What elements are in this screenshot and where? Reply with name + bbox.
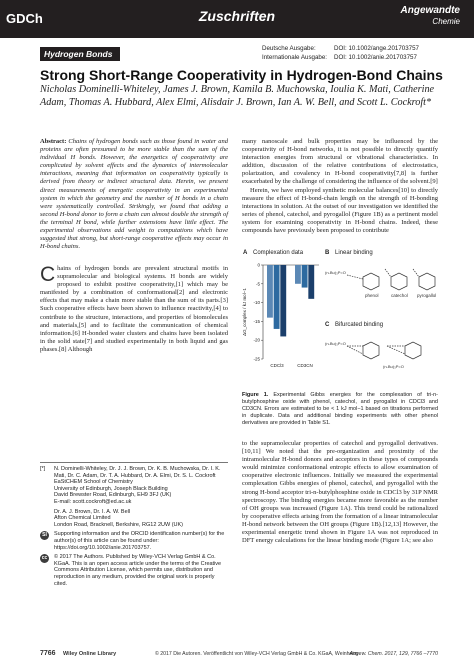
x-tick-label: CDCl3 xyxy=(270,363,284,368)
figure-caption xyxy=(242,392,438,427)
body-paragraph: hains of hydrogen bonds are prevalent structural motifs in supramolecular and biological systems. H bonds are widely proposed to exhibit positive cooperativity,[1] which may be manifested by a combination of conformational[2] and electronic effects that may make a chain more stable than the sum of its parts.[3] Such cooperative effects have been shown to influence reactivity,[4] to contribute to the structure, interactions, and properties of biomolecules and materials,[5] and to facilitate the communication of chemical information.[6] H-bonded water clusters and chains have been isolated in the solid state[7] and studied experimentally in both liquid and gas phases.[8] Although xyxy=(40,265,228,353)
bifurcated-binding-structures xyxy=(325,332,439,382)
drop-cap: C xyxy=(40,263,56,286)
supporting-info-text[interactable]: Supporting information and the ORCID identification number(s) for the author(s) of this article can be found under: https://doi.org/10.1002/anie.201703757. xyxy=(54,531,225,551)
affiliation-line: University of Edinburgh, Joseph Black Building xyxy=(54,485,168,492)
x-tick-label: CD3CN xyxy=(297,363,313,368)
caption-label: Figure 1. xyxy=(242,392,269,398)
email-link[interactable]: E-mail: scott.cockroft@ed.ac.uk xyxy=(54,498,132,505)
section-tag: Hydrogen Bonds xyxy=(40,47,120,61)
affiliation-line: N. Dominelli-Whiteley, Dr. J. J. Brown, Dr. K. B. Muchowska, Dr. I. K. Mati, Dr. C. Adam, Dr. T. A. Hubbard, Dr. A. Elmi, Dr. S. L. Cockroft xyxy=(54,466,221,479)
bar xyxy=(302,265,308,288)
hbond-line xyxy=(385,269,391,277)
label-pyrogallol: pyrogallol xyxy=(417,293,437,298)
bar xyxy=(267,265,273,318)
angewandte-logo-line1: Angewandte xyxy=(400,5,460,16)
hbond-line xyxy=(413,269,419,277)
body-paragraph: many nanoscale and bulk properties may be influenced by the cooperativity of H-bond networks, it is not possible to directly quantify interaction energies from structural or vibrational characteristics. In addition, discussion of the relative contributions of electrostatics, polarization, and covalency in H-bond cooperativity[7,8] is further exacerbated by the challenge of considering the influence of the solvent.[9] xyxy=(242,138,438,186)
international-doi[interactable]: DOI: 10.1002/anie.201703757 xyxy=(334,53,417,61)
hbond-line xyxy=(347,346,363,354)
catechol-ring xyxy=(391,273,407,290)
license-text: © 2017 The Authors. Published by Wiley-VCH Verlag GmbH & Co. KGaA. This is an open access article under the terms of the Creative Commons Attribution License, which permits use, distribution and reproduction in any medium, provided the original work is properly cited. xyxy=(54,554,222,587)
y-tick-label: -5 xyxy=(255,281,260,287)
article-title: Strong Short-Range Cooperativity in Hydrogen-Bond Chains xyxy=(40,67,443,83)
body-paragraph: to the supramolecular properties of catechol and pyrogallol derivatives.[10,11] We noted that the pre-organization and proximity of the intramolecular H-bond donors and acceptors in these types of compounds would minimize conformational entropic effects to allow examination of cooperative electronic influences. Initially we measured the experimental complexation Gibbs energies of phenol, catechol, and pyrogallol with the strong H-bond acceptor tri-n-butylphosphine oxide in CDCl3 by 31P NMR spectroscopy. The binding energies became more favorable as the number of OH groups was increased (Figure 1A). This trend could be rationalized by cooperative effects arising from the formation of a linear intramolecular H-bond network between the OH groups (Figure 1B).[12,13] However, the experimental energetic trend shown in Figure 1A was not reproduced in DFT energy calculations for the linear binding mode (Figure 1A; see also xyxy=(242,440,438,545)
wiley-online-library-link[interactable]: Wiley Online Library xyxy=(63,651,117,657)
supporting-info-note xyxy=(40,531,228,551)
german-doi[interactable]: DOI: 10.1002/ange.201703757 xyxy=(334,45,419,52)
hbond-line xyxy=(387,346,405,354)
international-edition-label: Internationale Ausgabe: xyxy=(262,53,328,61)
panel-b-label: B xyxy=(325,250,330,256)
y-tick-label: -25 xyxy=(253,356,260,362)
affiliation-line: London Road, Bracknell, Berkshire, RG12 2UW (UK) xyxy=(54,521,183,528)
hbond-line xyxy=(347,275,363,279)
bar xyxy=(295,265,301,284)
pyrogallol-ring xyxy=(405,342,421,359)
panel-b-title: Linear binding xyxy=(335,250,373,256)
section-heading: Zuschriften xyxy=(198,8,276,24)
pyrogallol-ring xyxy=(419,273,435,290)
label-catechol: catechol xyxy=(391,293,408,298)
author-list: Nicholas Dominelli-Whiteley, James J. Brown, Kamila B. Muchowska, Ioulia K. Mati, Catherine Adam, Thomas A. Hubbard, Alex Elmi, Alisdair J. Brown, Ian A. W. Bell, and Scott L. Cockroft* xyxy=(40,84,435,108)
bar xyxy=(274,265,280,329)
abstract-text: Chains of hydrogen bonds such as those found in water and proteins are often presumed to be more stable than the sum of the individual H bonds. However, the energetics of cooperativity are complicated by solvent effects and the dynamics of intermolecular interactions, meaning that information on cooperativity typically is derived from theory or indirect structural data. Herein, we present direct measurements of energetic cooperativity in an experimental system in which the geometry and the number of H bonds in a chain were systematically controlled. Strikingly, we found that adding a second H-bond donor to form a chain can almost double the strength of the terminal H bond, while further extensions have little effect. The experimental observations add weight to computations which have suggested that strong, but short-range cooperative effects may occur in H-bond chains. xyxy=(40,138,228,251)
footer-citation: Angew. Chem. 2017, 129, 7766 –7770 xyxy=(349,651,438,657)
license-note xyxy=(40,554,228,587)
header-bar xyxy=(0,0,474,38)
page-number: 7766 xyxy=(40,650,56,657)
phosphine-oxide-label: (n-Bu)₃P=O xyxy=(325,270,346,275)
abstract xyxy=(40,138,228,251)
linear-binding-structures xyxy=(325,259,439,319)
y-axis-label: ΔG_complex / kJ mol−1 xyxy=(242,288,247,336)
page-footer xyxy=(40,648,438,660)
footer-copyright: © 2017 Die Autoren. Veröffentlicht von Wiley-VCH Verlag GmbH & Co. KGaA, Weinheim xyxy=(155,651,358,657)
footnotes xyxy=(40,466,228,587)
angewandte-logo xyxy=(400,6,460,26)
phenol-ring xyxy=(363,273,379,290)
affiliation-line: David Brewster Road, Edinburgh, EH9 3FJ (UK) xyxy=(54,492,172,499)
phosphine-oxide-label: (n-Bu)₃P=O xyxy=(325,341,346,346)
panel-c-title: Bifurcated binding xyxy=(335,322,384,328)
footnote-mark: [*] xyxy=(40,466,46,472)
supporting-info-icon: SI xyxy=(40,531,49,540)
edition-info xyxy=(262,45,419,62)
bar xyxy=(280,265,286,336)
figure-1 xyxy=(241,250,441,390)
affiliation-line: EaStCHEM School of Chemistry xyxy=(54,479,133,486)
y-tick-label: -20 xyxy=(253,337,260,343)
panel-c-label: C xyxy=(325,322,330,328)
catechol-ring xyxy=(363,342,379,359)
footnote-divider xyxy=(40,462,228,463)
y-tick-label: 0 xyxy=(257,262,260,268)
label-phenol: phenol xyxy=(365,293,379,298)
body-paragraph: Herein, we have employed synthetic molecular balances[10] to directly measure the effect of H-bond-chain length on the strength of H-bonding interactions in solution. At the outset of our investigation we identified the series of phenol, catechol, and pyrogallol (Figure 1B) as a pertinent model system for examining cooperativity in H-bond chains. Indeed, these compounds have previously been proposed to contribute xyxy=(242,186,438,235)
gdch-logo: GDCh xyxy=(6,11,43,26)
angewandte-logo-line2: Chemie xyxy=(432,17,460,26)
abstract-label: Abstract: xyxy=(40,138,67,145)
bar xyxy=(308,265,314,299)
y-tick-label: -15 xyxy=(253,318,260,324)
german-edition-label: Deutsche Ausgabe: xyxy=(262,45,316,52)
affiliation-line: Afton Chemical Limited xyxy=(54,515,111,522)
affiliation-block xyxy=(40,466,228,528)
panel-a-label: A xyxy=(243,250,248,256)
creative-commons-icon: cc xyxy=(41,555,48,562)
phosphine-oxide-label: (n-Bu)₃P=O xyxy=(383,364,404,369)
body-right-top xyxy=(242,138,438,235)
body-right-bottom xyxy=(242,440,438,545)
caption-text: Experimental Gibbs energies for the complexation of tri-n-butylphosphine oxide with phenol, catechol, and pyrogallol in CDCl3 and CD3CN. Errors are estimated to be < 1 kJ mol−1 based on titrations performed in duplicate. Data and additional binding experiments with other phenol derivatives are provided in Table S1. xyxy=(242,392,438,426)
panel-a-title: Complexation data xyxy=(253,250,304,256)
body-left-main xyxy=(40,265,228,354)
y-tick-label: -10 xyxy=(253,300,260,306)
complexation-bar-chart xyxy=(241,259,321,379)
affiliation-line: Dr. A. J. Brown, Dr. I. A. W. Bell xyxy=(54,508,131,515)
